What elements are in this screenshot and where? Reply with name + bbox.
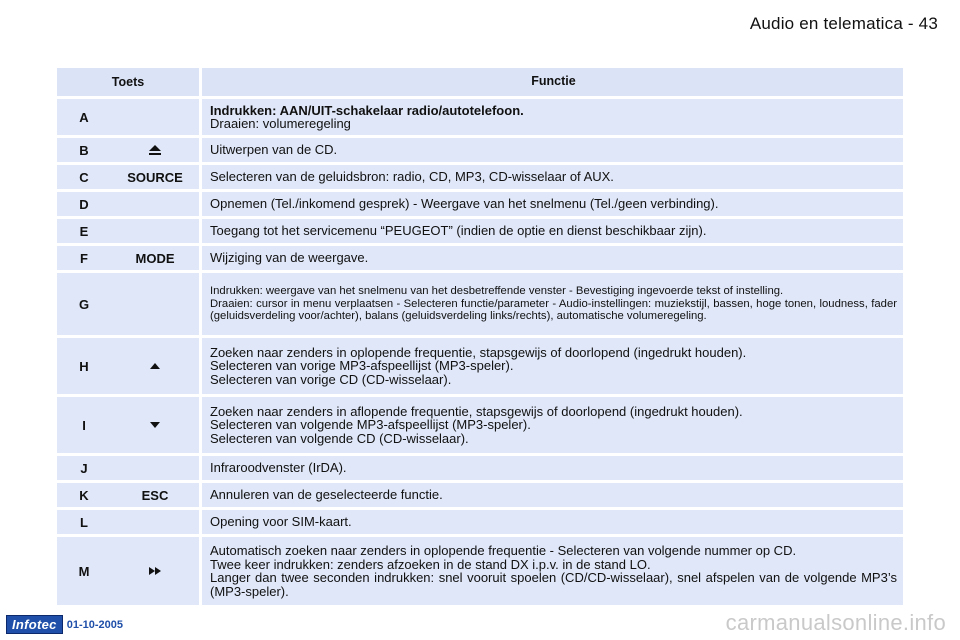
button-label	[111, 510, 199, 534]
column-header-key: Toets	[111, 75, 145, 89]
function-text: Selecteren van de geluidsbron: radio, CD, MP3, CD-wisselaar of AUX.	[210, 169, 614, 185]
button-label: ESC	[141, 487, 169, 503]
key-label: G	[78, 296, 90, 312]
key-label: B	[79, 142, 89, 158]
table-row	[57, 273, 903, 335]
function-text: Annuleren van de geselecteerde functie.	[210, 487, 443, 503]
function-text: Uitwerpen van de CD.	[210, 142, 338, 158]
key-label: D	[79, 196, 89, 212]
table-row	[57, 165, 903, 189]
function-text: Wijziging van de weergave.	[210, 250, 369, 266]
table-row	[57, 510, 903, 534]
key-label: K	[79, 487, 89, 503]
button-label	[111, 219, 199, 243]
button-label	[111, 456, 199, 480]
function-text: Opnemen (Tel./inkomend gesprek) - Weergave van het snelmenu (Tel./geen verbinding).	[210, 196, 719, 212]
table-row	[57, 338, 903, 394]
key-label: A	[79, 109, 89, 125]
button-label	[111, 192, 199, 216]
function-text: Zoeken naar zenders in oplopende frequentie, stapsgewijs of doorlopend (ingedrukt houden). Selecteren van vorige MP3-afspeellijst (MP3-speler). Selecteren van vorige CD (CD-wisselaar).	[210, 344, 747, 387]
key-label: E	[79, 223, 89, 239]
table-row	[57, 483, 903, 507]
function-text: Opening voor SIM-kaart.	[210, 514, 352, 530]
arrow-down-icon	[111, 397, 199, 453]
function-text: Infraroodvenster (IrDA).	[210, 460, 347, 476]
function-table	[57, 68, 903, 608]
function-text: Toegang tot het servicemenu “PEUGEOT” (indien de optie en dienst beschikbaar zijn).	[210, 223, 707, 239]
table-row	[57, 138, 903, 162]
watermark: carmanualsonline.info	[725, 610, 946, 635]
key-label: J	[80, 460, 88, 476]
function-text: Zoeken naar zenders in aflopende frequentie, stapsgewijs of doorlopend (ingedrukt houden). Selecteren van volgende MP3-afspeellijst (MP3-speler). Selecteren van volgende CD (CD-wisselaar).	[210, 403, 743, 446]
key-label: I	[82, 417, 86, 433]
footer-date: 01-10-2005	[66, 618, 123, 631]
key-label: H	[79, 358, 89, 374]
table-row	[57, 192, 903, 216]
fast-forward-icon	[111, 537, 199, 605]
column-header-function: Functie	[531, 74, 576, 89]
eject-icon	[111, 138, 199, 162]
button-label: SOURCE	[127, 169, 183, 185]
button-label	[111, 99, 199, 135]
table-row	[57, 99, 903, 135]
function-text: Indrukken: AAN/UIT-schakelaar radio/autotelefoon. Draaien: volumeregeling	[210, 102, 524, 131]
table-row	[57, 219, 903, 243]
table-row	[57, 537, 903, 605]
key-label: C	[79, 169, 89, 185]
infotec-logo: Infotec	[6, 615, 63, 634]
key-label: M	[78, 563, 90, 579]
table-row	[57, 397, 903, 453]
button-label	[111, 273, 199, 335]
function-text: Automatisch zoeken naar zenders in oplopende frequentie - Selecteren van volgende nummer op CD. Twee keer indrukken: zenders afzoeken in de stand DX i.p.v. in de stand LO. Langer dan twee seconden indrukken: snel vooruit spoelen (CD/CD-wisselaar), snel afspelen van de volgende MP3’s (MP3-speler).	[210, 543, 897, 599]
arrow-up-icon	[111, 338, 199, 394]
key-label: L	[80, 514, 88, 530]
function-text: Indrukken: weergave van het snelmenu van het desbetreffende venster - Bevestiging ingevoerde tekst of instelling. Draaien: cursor in menu verplaatsen - Selecteren functie/parameter - Audio-instellingen: muziekstijl, bassen, hoge tonen, loudness, fader (geluidsverdeling voor/achter), balans (geluidsverdeling links/rechts), automatische volumeregeling.	[210, 285, 897, 323]
table-row	[57, 246, 903, 270]
page-title: Audio en telematica - 43	[749, 14, 938, 33]
table-header	[57, 68, 903, 96]
key-label: F	[80, 250, 88, 266]
table-row	[57, 456, 903, 480]
button-label: MODE	[135, 250, 175, 266]
footer	[6, 615, 123, 634]
